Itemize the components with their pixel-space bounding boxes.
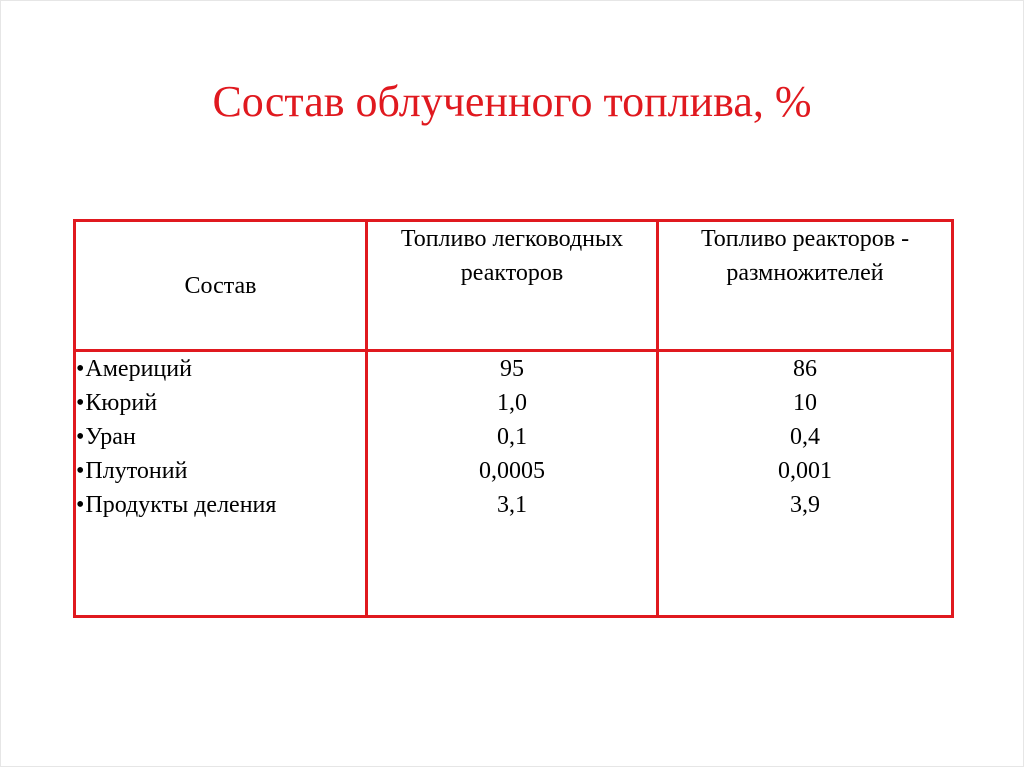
- element-name: Плутоний: [85, 458, 188, 484]
- header-breeder-line1: Топливо реакторов -: [700, 226, 910, 252]
- bullet: •: [76, 390, 85, 416]
- header-breeder-fuel: [658, 221, 953, 351]
- breeder-value: 0,4: [790, 424, 820, 450]
- bullet: •: [76, 492, 85, 518]
- lwr-value: 3,1: [497, 492, 527, 518]
- list-item: [76, 454, 365, 488]
- bullet: •: [76, 356, 85, 382]
- table-body-row: [75, 351, 953, 617]
- lwr-value: 95: [500, 356, 524, 382]
- lwr-value: 1,0: [497, 390, 527, 416]
- breeder-values-cell: [658, 351, 953, 617]
- list-item: [76, 352, 365, 386]
- element-name: Уран: [85, 424, 136, 450]
- header-lwr-fuel: [367, 221, 658, 351]
- bullet: •: [76, 424, 85, 450]
- breeder-value: 10: [793, 390, 817, 416]
- breeder-value: 86: [793, 356, 817, 382]
- element-names-cell: [75, 351, 367, 617]
- lwr-value: 0,1: [497, 424, 527, 450]
- lwr-value: 0,0005: [479, 458, 545, 484]
- list-item: [76, 386, 365, 420]
- header-breeder-line2: размножителей: [726, 260, 884, 286]
- element-name: Америций: [85, 356, 192, 382]
- composition-table: [73, 219, 954, 618]
- breeder-value: 0,001: [778, 458, 832, 484]
- bullet: •: [76, 458, 85, 484]
- header-lwr-line1: Топливо легководных: [400, 226, 624, 252]
- page-title: Состав облученного топлива, %: [212, 77, 812, 126]
- element-name: Продукты деления: [85, 492, 277, 518]
- element-name: Кюрий: [85, 390, 158, 416]
- breeder-value: 3,9: [790, 492, 820, 518]
- table-header-row: [75, 221, 953, 351]
- header-lwr-line2: реакторов: [460, 260, 564, 286]
- composition-table-wrapper: [73, 219, 951, 618]
- header-composition: Состав: [75, 221, 367, 351]
- lwr-values-cell: [367, 351, 658, 617]
- list-item: [76, 420, 365, 454]
- list-item: [76, 488, 365, 522]
